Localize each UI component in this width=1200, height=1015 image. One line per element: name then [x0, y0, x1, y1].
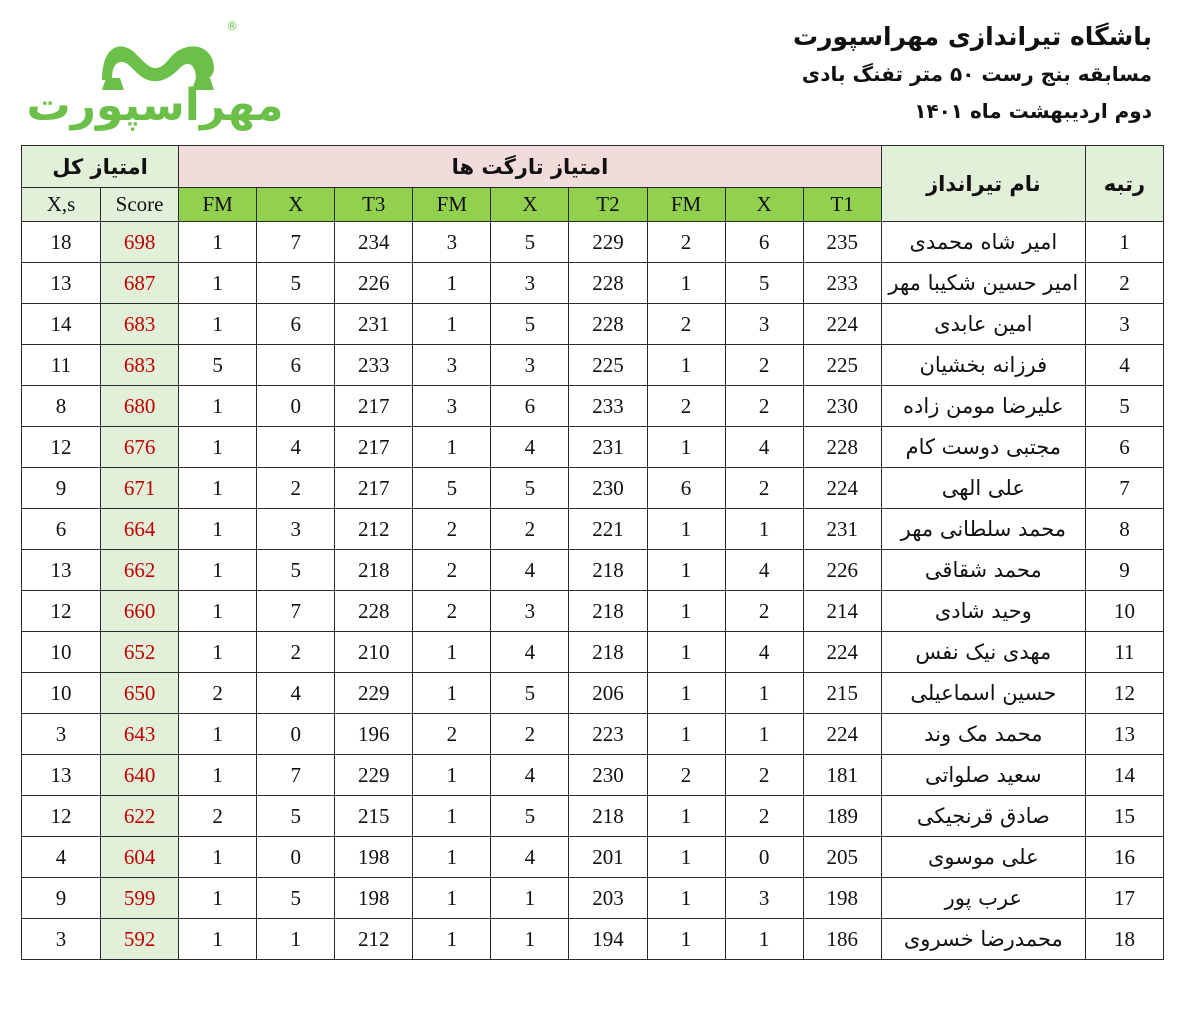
cell-t2: 228 — [569, 263, 647, 304]
cell-fm2: 1 — [413, 263, 491, 304]
cell-t1: 198 — [803, 878, 881, 919]
cell-rank: 13 — [1085, 714, 1163, 755]
cell-score: 671 — [101, 468, 179, 509]
cell-fm1: 2 — [647, 755, 725, 796]
cell-score: 662 — [101, 550, 179, 591]
cell-x3: 5 — [257, 263, 335, 304]
cell-x1: 6 — [725, 222, 803, 263]
cell-fm1: 1 — [647, 714, 725, 755]
cell-x3: 6 — [257, 345, 335, 386]
cell-fm3: 1 — [179, 509, 257, 550]
col-header-t1: T1 — [803, 188, 881, 222]
cell-score: 599 — [101, 878, 179, 919]
cell-xs: 3 — [22, 714, 101, 755]
cell-x2: 5 — [491, 673, 569, 714]
cell-x2: 5 — [491, 222, 569, 263]
cell-fm1: 1 — [647, 345, 725, 386]
cell-score: 660 — [101, 591, 179, 632]
cell-t2: 218 — [569, 591, 647, 632]
cell-x3: 4 — [257, 427, 335, 468]
table-row — [22, 468, 1164, 509]
cell-fm3: 2 — [179, 796, 257, 837]
cell-t3: 210 — [335, 632, 413, 673]
cell-fm3: 1 — [179, 919, 257, 960]
target-scores-header: امتیاز تارگت ها — [179, 146, 882, 188]
cell-x1: 4 — [725, 550, 803, 591]
table-row — [22, 550, 1164, 591]
col-header-fm1: FM — [647, 188, 725, 222]
table-row — [22, 632, 1164, 673]
cell-x3: 2 — [257, 468, 335, 509]
cell-t1: 214 — [803, 591, 881, 632]
cell-x3: 5 — [257, 878, 335, 919]
cell-t2: 194 — [569, 919, 647, 960]
cell-x1: 5 — [725, 263, 803, 304]
cell-x2: 2 — [491, 714, 569, 755]
competition-title: مسابقه بنج رست ۵۰ متر تفنگ بادی — [801, 62, 1152, 86]
cell-score: 683 — [101, 304, 179, 345]
cell-x2: 4 — [491, 427, 569, 468]
cell-t1: 224 — [803, 714, 881, 755]
cell-t1: 224 — [803, 468, 881, 509]
cell-x1: 2 — [725, 796, 803, 837]
cell-rank: 3 — [1085, 304, 1163, 345]
cell-rank: 17 — [1085, 878, 1163, 919]
header-row-groups — [22, 146, 1164, 188]
cell-t3: 229 — [335, 755, 413, 796]
cell-score: 698 — [101, 222, 179, 263]
cell-fm1: 2 — [647, 386, 725, 427]
page-header — [552, 18, 1152, 130]
cell-xs: 6 — [22, 509, 101, 550]
cell-x1: 1 — [725, 919, 803, 960]
cell-t1: 231 — [803, 509, 881, 550]
cell-rank: 8 — [1085, 509, 1163, 550]
cell-xs: 10 — [22, 673, 101, 714]
cell-shooter-name: فرزانه بخشیان — [881, 345, 1085, 386]
cell-fm1: 1 — [647, 263, 725, 304]
cell-x3: 3 — [257, 509, 335, 550]
cell-shooter-name: علی موسوی — [881, 837, 1085, 878]
cell-fm3: 2 — [179, 673, 257, 714]
shooter-name-header: نام تیرانداز — [881, 146, 1085, 222]
cell-score: 650 — [101, 673, 179, 714]
total-score-header: امتیاز کل — [22, 146, 179, 188]
table-row — [22, 919, 1164, 960]
cell-x3: 0 — [257, 386, 335, 427]
cell-score: 680 — [101, 386, 179, 427]
cell-score: 643 — [101, 714, 179, 755]
competition-date: دوم اردیبهشت ماه ۱۴۰۱ — [914, 99, 1152, 123]
cell-x1: 4 — [725, 427, 803, 468]
cell-shooter-name: محمد سلطانی مهر — [881, 509, 1085, 550]
cell-fm3: 1 — [179, 591, 257, 632]
cell-rank: 2 — [1085, 263, 1163, 304]
cell-fm1: 2 — [647, 304, 725, 345]
cell-t1: 228 — [803, 427, 881, 468]
cell-shooter-name: امیر حسین شکیبا مهر — [881, 263, 1085, 304]
cell-t2: 230 — [569, 468, 647, 509]
cell-score: 592 — [101, 919, 179, 960]
cell-xs: 3 — [22, 919, 101, 960]
cell-xs: 12 — [22, 796, 101, 837]
rank-header: رتبه — [1085, 146, 1163, 222]
cell-fm3: 1 — [179, 837, 257, 878]
cell-t3: 234 — [335, 222, 413, 263]
cell-xs: 14 — [22, 304, 101, 345]
cell-fm2: 1 — [413, 755, 491, 796]
cell-x3: 4 — [257, 673, 335, 714]
cell-x3: 5 — [257, 796, 335, 837]
cell-fm2: 3 — [413, 386, 491, 427]
table-row — [22, 591, 1164, 632]
cell-xs: 9 — [22, 468, 101, 509]
cell-shooter-name: امین عابدی — [881, 304, 1085, 345]
cell-t1: 230 — [803, 386, 881, 427]
cell-rank: 14 — [1085, 755, 1163, 796]
cell-rank: 12 — [1085, 673, 1163, 714]
cell-t3: 196 — [335, 714, 413, 755]
cell-t1: 224 — [803, 304, 881, 345]
cell-shooter-name: وحید شادی — [881, 591, 1085, 632]
cell-fm3: 1 — [179, 304, 257, 345]
cell-x3: 1 — [257, 919, 335, 960]
col-header-x3: X — [257, 188, 335, 222]
table-row — [22, 263, 1164, 304]
cell-fm3: 1 — [179, 263, 257, 304]
cell-fm1: 1 — [647, 591, 725, 632]
table-row — [22, 304, 1164, 345]
cell-shooter-name: عرب پور — [881, 878, 1085, 919]
cell-x1: 3 — [725, 304, 803, 345]
cell-x2: 5 — [491, 304, 569, 345]
cell-shooter-name: محمد شقاقی — [881, 550, 1085, 591]
table-row — [22, 714, 1164, 755]
cell-xs: 18 — [22, 222, 101, 263]
cell-t1: 186 — [803, 919, 881, 960]
cell-score: 683 — [101, 345, 179, 386]
table-row — [22, 755, 1164, 796]
cell-t3: 229 — [335, 673, 413, 714]
cell-x3: 7 — [257, 222, 335, 263]
cell-shooter-name: سعید صلواتی — [881, 755, 1085, 796]
table-row — [22, 345, 1164, 386]
cell-t1: 224 — [803, 632, 881, 673]
cell-rank: 5 — [1085, 386, 1163, 427]
cell-fm2: 1 — [413, 837, 491, 878]
cell-fm1: 2 — [647, 222, 725, 263]
cell-fm2: 2 — [413, 714, 491, 755]
cell-shooter-name: حسین اسماعیلی — [881, 673, 1085, 714]
cell-t1: 233 — [803, 263, 881, 304]
cell-x3: 0 — [257, 837, 335, 878]
cell-t3: 226 — [335, 263, 413, 304]
cell-fm3: 1 — [179, 468, 257, 509]
cell-rank: 18 — [1085, 919, 1163, 960]
cell-shooter-name: علیرضا مومن زاده — [881, 386, 1085, 427]
table-row — [22, 509, 1164, 550]
cell-x2: 4 — [491, 550, 569, 591]
cell-xs: 12 — [22, 591, 101, 632]
cell-t3: 212 — [335, 919, 413, 960]
cell-xs: 11 — [22, 345, 101, 386]
cell-t1: 225 — [803, 345, 881, 386]
cell-t1: 215 — [803, 673, 881, 714]
cell-rank: 9 — [1085, 550, 1163, 591]
cell-t1: 205 — [803, 837, 881, 878]
col-header-t3: T3 — [335, 188, 413, 222]
cell-t2: 218 — [569, 632, 647, 673]
table-row — [22, 878, 1164, 919]
cell-fm2: 1 — [413, 878, 491, 919]
cell-xs: 9 — [22, 878, 101, 919]
cell-fm3: 1 — [179, 427, 257, 468]
cell-fm2: 1 — [413, 632, 491, 673]
cell-x1: 2 — [725, 591, 803, 632]
cell-rank: 10 — [1085, 591, 1163, 632]
cell-t2: 229 — [569, 222, 647, 263]
cell-score: 687 — [101, 263, 179, 304]
cell-shooter-name: علی الهی — [881, 468, 1085, 509]
col-header-fm2: FM — [413, 188, 491, 222]
cell-t1: 181 — [803, 755, 881, 796]
cell-fm3: 1 — [179, 714, 257, 755]
col-header-t2: T2 — [569, 188, 647, 222]
col-header-score: Score — [101, 188, 179, 222]
cell-x3: 6 — [257, 304, 335, 345]
cell-t3: 198 — [335, 878, 413, 919]
cell-fm2: 3 — [413, 222, 491, 263]
cell-x1: 2 — [725, 345, 803, 386]
cell-x3: 0 — [257, 714, 335, 755]
cell-fm2: 2 — [413, 509, 491, 550]
cell-t2: 233 — [569, 386, 647, 427]
col-header-x1: X — [725, 188, 803, 222]
cell-shooter-name: محمد مک وند — [881, 714, 1085, 755]
cell-t2: 218 — [569, 550, 647, 591]
cell-fm3: 1 — [179, 550, 257, 591]
cell-x3: 7 — [257, 591, 335, 632]
cell-score: 676 — [101, 427, 179, 468]
cell-t2: 218 — [569, 796, 647, 837]
cell-t2: 230 — [569, 755, 647, 796]
table-row — [22, 386, 1164, 427]
cell-xs: 12 — [22, 427, 101, 468]
cell-fm1: 1 — [647, 427, 725, 468]
cell-fm1: 1 — [647, 837, 725, 878]
cell-x3: 7 — [257, 755, 335, 796]
cell-fm1: 1 — [647, 632, 725, 673]
cell-shooter-name: امیر شاه محمدی — [881, 222, 1085, 263]
cell-t3: 217 — [335, 386, 413, 427]
table-row — [22, 222, 1164, 263]
cell-x2: 3 — [491, 591, 569, 632]
cell-x2: 1 — [491, 878, 569, 919]
cell-x1: 1 — [725, 509, 803, 550]
cell-rank: 1 — [1085, 222, 1163, 263]
cell-t3: 198 — [335, 837, 413, 878]
cell-x2: 2 — [491, 509, 569, 550]
cell-fm1: 1 — [647, 550, 725, 591]
cell-x2: 4 — [491, 632, 569, 673]
cell-t2: 223 — [569, 714, 647, 755]
table-row — [22, 673, 1164, 714]
mehrasport-logo — [20, 18, 300, 138]
table-row — [22, 796, 1164, 837]
cell-fm3: 1 — [179, 222, 257, 263]
cell-fm1: 6 — [647, 468, 725, 509]
col-header-x2: X — [491, 188, 569, 222]
cell-x2: 1 — [491, 919, 569, 960]
cell-shooter-name: مجتبی دوست کام — [881, 427, 1085, 468]
cell-fm3: 1 — [179, 878, 257, 919]
cell-x1: 2 — [725, 386, 803, 427]
col-header-fm3: FM — [179, 188, 257, 222]
cell-fm2: 1 — [413, 304, 491, 345]
table-row — [22, 427, 1164, 468]
cell-t1: 189 — [803, 796, 881, 837]
cell-x1: 3 — [725, 878, 803, 919]
cell-t3: 218 — [335, 550, 413, 591]
table-row — [22, 837, 1164, 878]
cell-fm2: 1 — [413, 796, 491, 837]
cell-t3: 212 — [335, 509, 413, 550]
cell-t3: 215 — [335, 796, 413, 837]
cell-fm1: 1 — [647, 919, 725, 960]
cell-fm2: 1 — [413, 427, 491, 468]
results-table — [21, 145, 1164, 960]
cell-rank: 15 — [1085, 796, 1163, 837]
cell-fm3: 1 — [179, 632, 257, 673]
cell-t2: 225 — [569, 345, 647, 386]
cell-fm2: 2 — [413, 550, 491, 591]
cell-rank: 11 — [1085, 632, 1163, 673]
cell-fm3: 5 — [179, 345, 257, 386]
cell-t2: 206 — [569, 673, 647, 714]
cell-t3: 231 — [335, 304, 413, 345]
cell-xs: 8 — [22, 386, 101, 427]
cell-x2: 3 — [491, 345, 569, 386]
cell-xs: 4 — [22, 837, 101, 878]
cell-x2: 5 — [491, 468, 569, 509]
cell-t3: 217 — [335, 468, 413, 509]
cell-rank: 7 — [1085, 468, 1163, 509]
cell-x2: 6 — [491, 386, 569, 427]
logo-text: مهراسپورت — [26, 80, 284, 131]
cell-fm2: 3 — [413, 345, 491, 386]
cell-shooter-name: مهدی نیک نفس — [881, 632, 1085, 673]
cell-x2: 4 — [491, 755, 569, 796]
cell-x1: 0 — [725, 837, 803, 878]
cell-t2: 231 — [569, 427, 647, 468]
cell-x2: 5 — [491, 796, 569, 837]
registered-mark: ® — [226, 19, 238, 33]
cell-xs: 10 — [22, 632, 101, 673]
col-header-xs: X,s — [22, 188, 101, 222]
cell-x2: 4 — [491, 837, 569, 878]
cell-fm3: 1 — [179, 386, 257, 427]
cell-shooter-name: محمدرضا خسروی — [881, 919, 1085, 960]
cell-t1: 235 — [803, 222, 881, 263]
cell-x1: 4 — [725, 632, 803, 673]
cell-score: 664 — [101, 509, 179, 550]
cell-x3: 2 — [257, 632, 335, 673]
cell-fm2: 5 — [413, 468, 491, 509]
club-title: باشگاه تیراندازی مهراسپورت — [793, 22, 1152, 51]
cell-fm1: 1 — [647, 509, 725, 550]
cell-x1: 1 — [725, 714, 803, 755]
cell-fm2: 1 — [413, 919, 491, 960]
cell-score: 622 — [101, 796, 179, 837]
cell-rank: 16 — [1085, 837, 1163, 878]
cell-fm1: 1 — [647, 878, 725, 919]
cell-t2: 203 — [569, 878, 647, 919]
cell-fm1: 1 — [647, 673, 725, 714]
cell-shooter-name: صادق قرنجیکی — [881, 796, 1085, 837]
cell-x1: 2 — [725, 755, 803, 796]
cell-x2: 3 — [491, 263, 569, 304]
cell-fm2: 1 — [413, 673, 491, 714]
cell-score: 604 — [101, 837, 179, 878]
cell-xs: 13 — [22, 263, 101, 304]
cell-fm3: 1 — [179, 755, 257, 796]
cell-rank: 6 — [1085, 427, 1163, 468]
cell-t2: 221 — [569, 509, 647, 550]
cell-t3: 233 — [335, 345, 413, 386]
cell-x1: 2 — [725, 468, 803, 509]
cell-x1: 1 — [725, 673, 803, 714]
cell-t1: 226 — [803, 550, 881, 591]
cell-xs: 13 — [22, 755, 101, 796]
cell-fm2: 2 — [413, 591, 491, 632]
cell-t2: 201 — [569, 837, 647, 878]
cell-rank: 4 — [1085, 345, 1163, 386]
cell-xs: 13 — [22, 550, 101, 591]
cell-t3: 217 — [335, 427, 413, 468]
cell-score: 640 — [101, 755, 179, 796]
cell-t3: 228 — [335, 591, 413, 632]
cell-fm1: 1 — [647, 796, 725, 837]
cell-x3: 5 — [257, 550, 335, 591]
cell-score: 652 — [101, 632, 179, 673]
cell-t2: 228 — [569, 304, 647, 345]
